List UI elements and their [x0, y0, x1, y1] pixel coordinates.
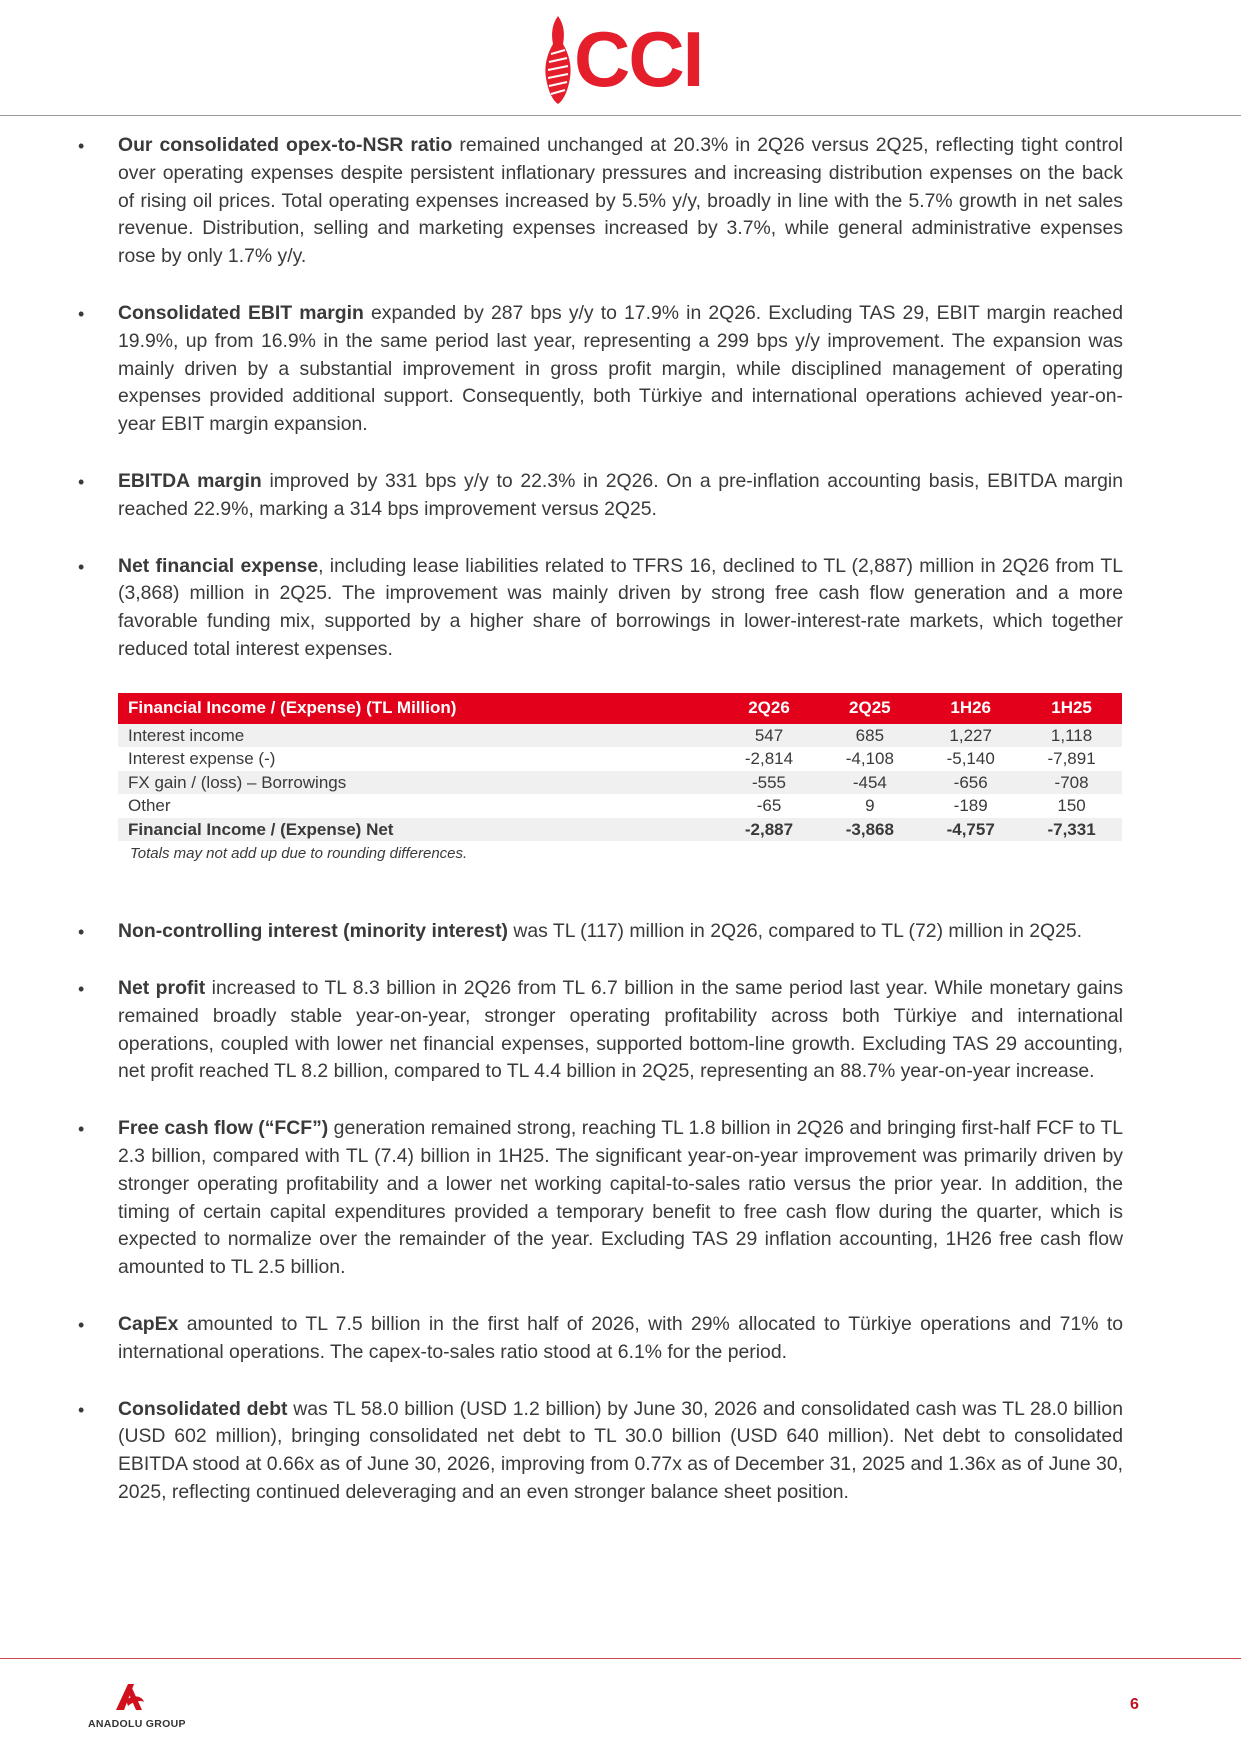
- table-row: [118, 794, 1122, 818]
- bullet-lead: EBITDA margin: [118, 469, 262, 492]
- table-cell: 547: [719, 724, 820, 748]
- table-cell: -5,140: [946, 749, 995, 768]
- anadolu-emblem-icon: [110, 1680, 150, 1714]
- bottle-icon: [538, 14, 578, 106]
- table-footnote: Totals may not add up due to rounding differences.: [130, 845, 468, 863]
- table-cell: 1,118: [1021, 724, 1122, 748]
- bullet-item: [78, 918, 1123, 946]
- table-cell: 9: [865, 796, 875, 815]
- bullet-body: was TL 58.0 billion (USD 1.2 billion) by June 30, 2026 and consolidated cash was TL 28.0 billion (USD 602 million), bringing consolidated net debt to TL 30.0 billion (USD 640 million). Net debt to consolidated EBITDA stood at 0.66x as of June 30, 2026, improving from 0.77x as of December 31, 2025 and 1.36x as of June 30, 2025, reflecting continued deleveraging and an even stronger balance sheet position.: [118, 1397, 1123, 1503]
- bullet-lead: Net profit: [118, 977, 206, 1000]
- bullet-paragraph: [118, 468, 1123, 524]
- table-cell: 685: [819, 724, 920, 748]
- row-label: FX gain / (loss) – Borrowings: [118, 771, 719, 795]
- bullet-paragraph: [118, 300, 1123, 439]
- bullet-marker: •: [78, 922, 85, 943]
- bullet-lead: Net financial expense: [118, 554, 319, 577]
- bullet-list-bottom: [78, 918, 1123, 1507]
- page-number: 6: [1130, 1696, 1139, 1713]
- bullet-marker: •: [78, 556, 85, 577]
- table-cell: -7,891: [1047, 749, 1096, 768]
- bullet-marker: •: [78, 979, 85, 1000]
- total-cell: -2,887: [719, 818, 820, 842]
- report-body: [78, 132, 1123, 1536]
- bullet-marker: •: [78, 1315, 85, 1336]
- header-divider: [0, 115, 1241, 116]
- anadolu-group-logo: [88, 1680, 198, 1730]
- total-cell: -7,331: [1021, 818, 1122, 842]
- bullet-lead: Our consolidated opex-to-NSR ratio: [118, 134, 453, 156]
- bullet-lead: Non-controlling interest (minority interest): [118, 920, 508, 943]
- table-total-row: [118, 818, 1122, 842]
- bullet-paragraph: [118, 132, 1123, 271]
- table-cell: 150: [1057, 796, 1086, 815]
- table-header-cell: 2Q25: [819, 693, 920, 724]
- total-cell: -4,757: [920, 818, 1021, 842]
- table-cell: 1,227: [920, 724, 1021, 748]
- row-label: Other: [128, 796, 171, 815]
- bullet-item: [78, 1396, 1123, 1507]
- table-header-row: [118, 693, 1122, 724]
- bullet-list-top: [78, 132, 1123, 664]
- table-header-cell: Financial Income / (Expense) (TL Million): [118, 693, 719, 724]
- table-cell: -2,814: [744, 749, 794, 768]
- bullet-body: remained unchanged at 20.3% in 2Q26 versus 2Q25, reflecting tight control over operating expenses despite persistent inflationary pressures and increasing distribution expenses on the back of rising oil prices. Total operating expenses increased by 5.5% y/y, broadly in line with the 5.7% growth in net sales revenue. Distribution, selling and marketing expenses increased by 3.7%, while general administrative expenses rose by only 1.7% y/y.: [118, 134, 1123, 268]
- bullet-paragraph: [118, 1311, 1123, 1367]
- cci-logo: [538, 14, 703, 106]
- table-cell: -708: [1021, 771, 1122, 795]
- bullet-marker: •: [78, 303, 85, 324]
- table-cell: -189: [953, 796, 988, 815]
- bullet-paragraph: [118, 1115, 1123, 1282]
- bullet-lead: Consolidated EBIT margin: [118, 301, 364, 324]
- bullet-item: [78, 468, 1123, 524]
- bullet-body: , including lease liabilities related to TFRS 16, declined to TL (2,887) million in 2Q26 from TL (3,868) million in 2Q25. The improvement was mainly driven by strong free cash flow generation and a more favorable funding mix, supported by a higher share of borrowings in lower-interest-rate markets, which together reduced total interest expenses.: [118, 554, 1123, 660]
- total-cell: -3,868: [819, 818, 920, 842]
- table-row: [118, 771, 1122, 795]
- bullet-body: amounted to TL 7.5 billion in the first half of 2026, with 29% allocated to Türkiye operations and 71% to international operations. The capex-to-sales ratio stood at 6.1% for the period.: [118, 1313, 1123, 1363]
- row-label: Interest expense (-): [128, 749, 276, 768]
- row-label: Interest income: [118, 724, 719, 748]
- bullet-body: improved by 331 bps y/y to 22.3% in 2Q26. On a pre-inflation accounting basis, EBITDA margin reached 22.9%, marking a 314 bps improvement versus 2Q25.: [118, 469, 1123, 520]
- bullet-marker: •: [78, 136, 85, 156]
- bullet-body: was TL (117) million in 2Q26, compared to TL (72) million in 2Q25.: [507, 920, 1083, 943]
- logo-wordmark: CCI: [574, 15, 703, 103]
- table-cell: -454: [819, 771, 920, 795]
- bullet-marker: •: [78, 1119, 85, 1140]
- table-cell: -555: [719, 771, 820, 795]
- footer-divider: [0, 1658, 1241, 1659]
- table-row: [118, 747, 1122, 771]
- bullet-paragraph: [118, 1396, 1123, 1507]
- bullet-item: [78, 1311, 1123, 1367]
- bullet-paragraph: [118, 553, 1123, 664]
- table-header-cell: 1H25: [1021, 693, 1122, 724]
- bullet-paragraph: [118, 975, 1123, 1086]
- bullet-paragraph: [118, 918, 1123, 946]
- bullet-item: [78, 975, 1123, 1086]
- table-header-cell: 2Q26: [719, 693, 820, 724]
- page-header: [0, 0, 1241, 118]
- bullet-marker: •: [78, 471, 85, 492]
- total-label: Financial Income / (Expense) Net: [118, 818, 719, 842]
- bullet-item: [78, 1115, 1123, 1282]
- bullet-body: generation remained strong, reaching TL 1.8 billion in 2Q26 and bringing first-half FCF to TL 2.3 billion, compared with TL (7.4) billion in 1H25. The significant year-on-year improvement was primarily driven by stronger operating profitability and a lower net working capital-to-sales ratio versus the prior year. In addition, the timing of certain capital expenditures provided a temporary benefit to free cash flow during the quarter, which is expected to normalize over the remainder of the year. Excluding TAS 29 inflation accounting, 1H26 free cash flow amounted to TL 2.5 billion.: [118, 1117, 1123, 1279]
- table-cell: -65: [756, 796, 782, 815]
- bullet-body: increased to TL 8.3 billion in 2Q26 from TL 6.7 billion in the same period last year. While monetary gains remained broadly stable year-on-year, stronger operating profitability across both Türkiye and international operations, coupled with lower net financial expenses, supported bottom-line growth. Excluding TAS 29 accounting, net profit reached TL 8.2 billion, compared to TL 4.4 billion in 2Q25, representing an 88.7% year-on-year increase.: [118, 977, 1124, 1083]
- financial-table-section: [118, 693, 1122, 863]
- financial-income-table: [118, 693, 1122, 842]
- bullet-body: expanded by 287 bps y/y to 17.9% in 2Q26. Excluding TAS 29, EBIT margin reached 19.9%, up from 16.9% in the same period last year, representing a 299 bps y/y improvement. The expansion was mainly driven by a substantial improvement in gross profit margin, while disciplined management of operating expenses provided additional support. Consequently, both Türkiye and international operations achieved year-on-year EBIT margin expansion.: [118, 301, 1123, 436]
- bullet-item: [78, 553, 1123, 664]
- group-name-label: ANADOLU GROUP: [88, 1718, 186, 1730]
- bullet-lead: CapEx: [118, 1313, 179, 1336]
- table-cell: -4,108: [845, 749, 894, 768]
- table-header-cell: 1H26: [920, 693, 1021, 724]
- bullet-lead: Consolidated debt: [118, 1397, 288, 1420]
- bullet-lead: Free cash flow (“FCF”): [118, 1117, 329, 1140]
- bullet-item: [78, 300, 1123, 439]
- table-row: [118, 724, 1122, 748]
- bullet-item: [78, 132, 1123, 271]
- bullet-marker: •: [78, 1399, 85, 1420]
- table-cell: -656: [920, 771, 1021, 795]
